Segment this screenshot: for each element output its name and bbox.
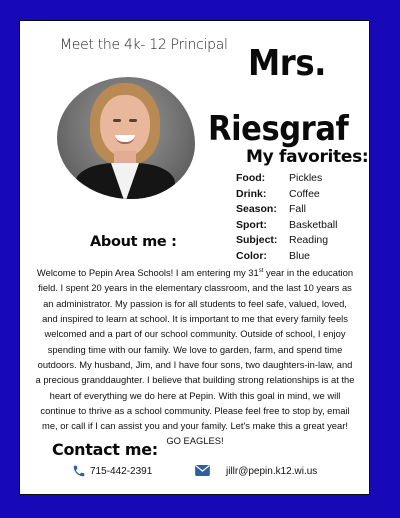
favorite-drink (236, 188, 366, 204)
favorite-value: Basketball (289, 218, 338, 231)
about-me-heading: About me : (90, 234, 177, 250)
about-text-rest: year in the education field. I spent 20 years in the elementary classroom, and the last 10 years as an administrator. My passion is for all students to feel safe, valued, loved, and inspired to learn at school. It is important to me that every family feels welcomed and a part of our school community. Outside of school, I enjoy spending time with our family. We love to garden, farm, and spend time outdoors. My husband, Jim, and I have four sons, two daughters-in-law, and a precious granddaughter. I believe that building strong relationships is at the heart of everything we do here at Pepin. With this goal in mind, we will continue to thrive as a school community. Please feel free to stop by, email me, or call if I can assist you and your family. Let's make this a great year! GO EAGLES! (35, 267, 355, 447)
favorites-list (236, 172, 366, 266)
name-title: Mrs. (248, 43, 327, 84)
favorite-food (236, 172, 366, 188)
favorite-value: Blue (289, 249, 311, 262)
favorite-label: Color: (236, 249, 267, 262)
favorite-label: Subject: (236, 234, 278, 247)
favorite-label: Food: (236, 172, 266, 184)
favorite-label: Drink: (236, 187, 267, 200)
favorite-value: Reading (289, 234, 329, 247)
favorite-value: Coffee (289, 187, 320, 200)
about-text-sup: st (258, 268, 264, 274)
phone-number[interactable]: 715-442-2391 (90, 466, 153, 477)
favorite-label: Season: (236, 203, 277, 216)
name-surname: Riesgraf (208, 109, 349, 149)
about-me-paragraph (34, 264, 356, 449)
favorite-label: Sport: (236, 218, 267, 231)
email-address[interactable]: jillr@pepin.k12.wi.us (226, 466, 318, 477)
phone-icon (72, 464, 86, 478)
favorite-subject (236, 234, 366, 250)
favorites-heading: My favorites: (246, 147, 369, 167)
favorite-value: Pickles (289, 172, 323, 184)
about-text-start: Welcome to Pepin Area Schools! I am entering my 31 (36, 267, 259, 279)
mail-icon (195, 465, 210, 476)
favorite-season (236, 203, 366, 219)
favorite-value: Fall (289, 203, 306, 216)
flyer-page (19, 20, 370, 495)
favorite-sport (236, 219, 366, 235)
contact-me-heading: Contact me: (52, 440, 158, 459)
meet-the-principal-text: Meet the 4k- 12 Principal (60, 37, 228, 53)
principal-photo (57, 77, 195, 199)
